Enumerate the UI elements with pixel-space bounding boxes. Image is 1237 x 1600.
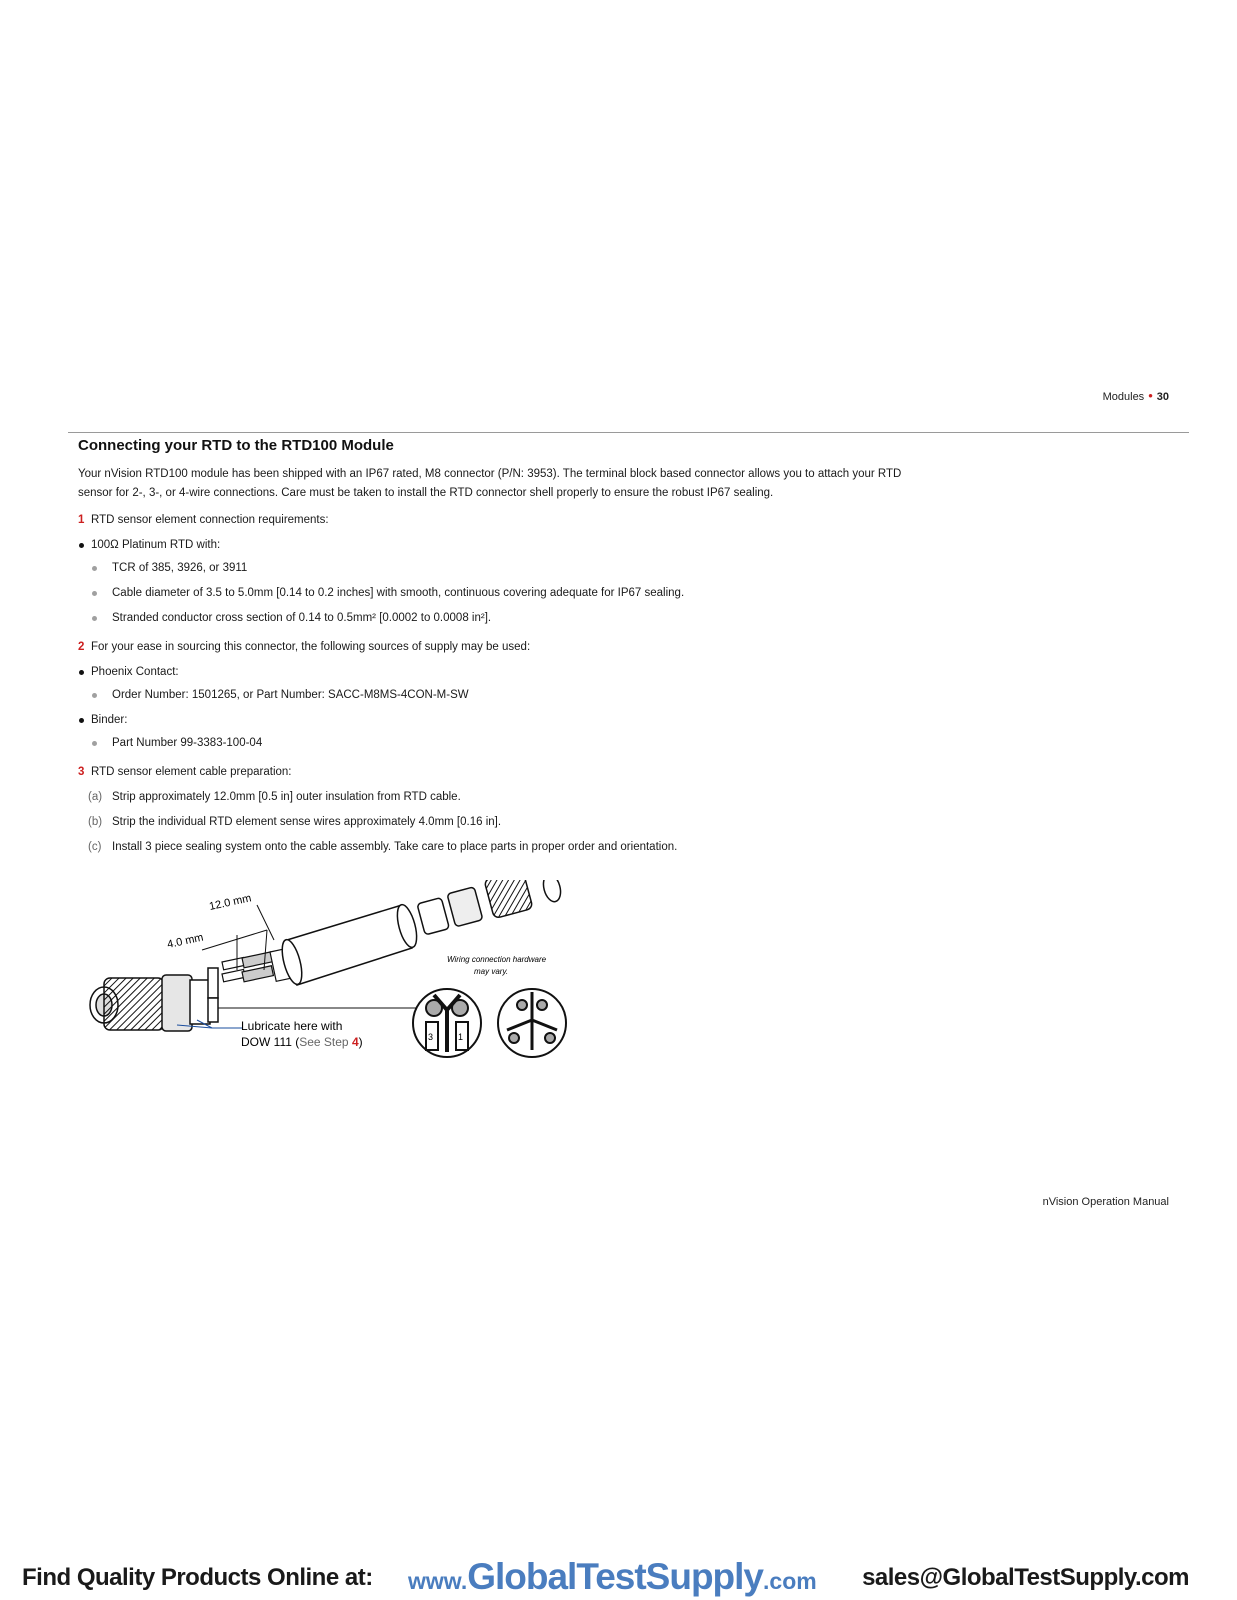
step-text: For your ease in sourcing this connector, the following sources of supply may be used: bbox=[91, 641, 531, 653]
separator-dot-icon: • bbox=[1148, 388, 1153, 403]
item-text: Strip approximately 12.0mm [0.5 in] outer insulation from RTD cable. bbox=[112, 791, 461, 803]
item-letter: (b) bbox=[88, 816, 103, 828]
supplier-phoenix-detail: Order Number: 1501265, or Part Number: SACC-M8MS-4CON-M-SW bbox=[78, 686, 908, 705]
step-number: 1 bbox=[78, 514, 85, 526]
lubricate-label-line2: DOW 111 (See Step 4) bbox=[241, 1035, 363, 1049]
wiring-note-line2: may vary. bbox=[474, 967, 509, 976]
intro-paragraph: Your nVision RTD100 module has been shipped with an IP67 rated, M8 connector (P/N: 3953). The terminal block based connector allows you to attach your RTD sensor for 2-, 3-, or 4-wire connections. Care must be taken to install the RTD connector shell properly to ensure the robust IP67 sealing. bbox=[78, 468, 902, 499]
banner-email-link[interactable]: sales@GlobalTestSupply.com bbox=[862, 1564, 1189, 1591]
item-text: Strip the individual RTD element sense wires approximately 4.0mm [0.16 in]. bbox=[112, 816, 502, 828]
section-name: Modules bbox=[1102, 391, 1145, 403]
step-text: RTD sensor element cable preparation: bbox=[91, 766, 292, 778]
supplier-binder: Binder: bbox=[78, 711, 908, 730]
dimension-outer-label: 12.0 mm bbox=[208, 892, 253, 913]
page-footer: nVision Operation Manual bbox=[1042, 1196, 1169, 1208]
pin-label: 3 bbox=[428, 1032, 434, 1042]
step-number: 3 bbox=[78, 766, 85, 778]
dimension-inner-label: 4.0 mm bbox=[166, 931, 205, 951]
banner-find-text: Find Quality Products Online at: bbox=[22, 1564, 373, 1591]
sub-list-item: Stranded conductor cross section of 0.14 to 0.5mm² [0.0002 to 0.0008 in²]. bbox=[78, 609, 908, 628]
list-item: 100Ω Platinum RTD with: bbox=[78, 536, 908, 555]
item-letter: (a) bbox=[88, 791, 103, 803]
supplier-binder-detail: Part Number 99-3383-100-04 bbox=[78, 734, 908, 753]
main-content bbox=[78, 436, 908, 863]
sealing-parts-icon bbox=[417, 880, 563, 935]
sub-list-item: TCR of 385, 3926, or 3911 bbox=[78, 559, 908, 578]
prep-item-c bbox=[78, 838, 908, 857]
wiring-note-line1: Wiring connection hardware bbox=[447, 955, 547, 964]
sub-list-item: Cable diameter of 3.5 to 5.0mm [0.14 to 0.2 inches] with smooth, continuous covering adequate for IP67 sealing. bbox=[78, 584, 908, 603]
wiring-face-view-2-icon bbox=[498, 989, 566, 1057]
prep-item-a bbox=[78, 788, 908, 807]
banner-website-link[interactable]: www.GlobalTestSupply.com bbox=[408, 1556, 817, 1597]
page-title: Connecting your RTD to the RTD100 Module bbox=[78, 437, 394, 454]
item-text: Install 3 piece sealing system onto the cable assembly. Take care to place parts in proper order and orientation. bbox=[112, 841, 678, 853]
cable-jacket-icon bbox=[278, 903, 420, 987]
item-letter: (c) bbox=[88, 841, 102, 853]
page-header bbox=[1103, 388, 1169, 403]
header-rule bbox=[68, 432, 1189, 433]
page-number: 30 bbox=[1156, 391, 1169, 403]
step-text: RTD sensor element connection requirements: bbox=[91, 514, 329, 526]
m8-connector-icon bbox=[90, 968, 218, 1031]
step-1 bbox=[78, 511, 908, 530]
lubricate-label-line1: Lubricate here with bbox=[241, 1019, 343, 1033]
supplier-phoenix: Phoenix Contact: bbox=[78, 663, 908, 682]
pin-label: 1 bbox=[458, 1032, 464, 1042]
promo-banner bbox=[0, 1556, 1237, 1600]
connector-diagram bbox=[82, 880, 582, 1065]
step-3 bbox=[78, 763, 908, 782]
step-number: 2 bbox=[78, 641, 85, 653]
prep-item-b bbox=[78, 813, 908, 832]
step-2 bbox=[78, 638, 908, 657]
wiring-face-view-1-icon bbox=[413, 989, 481, 1057]
